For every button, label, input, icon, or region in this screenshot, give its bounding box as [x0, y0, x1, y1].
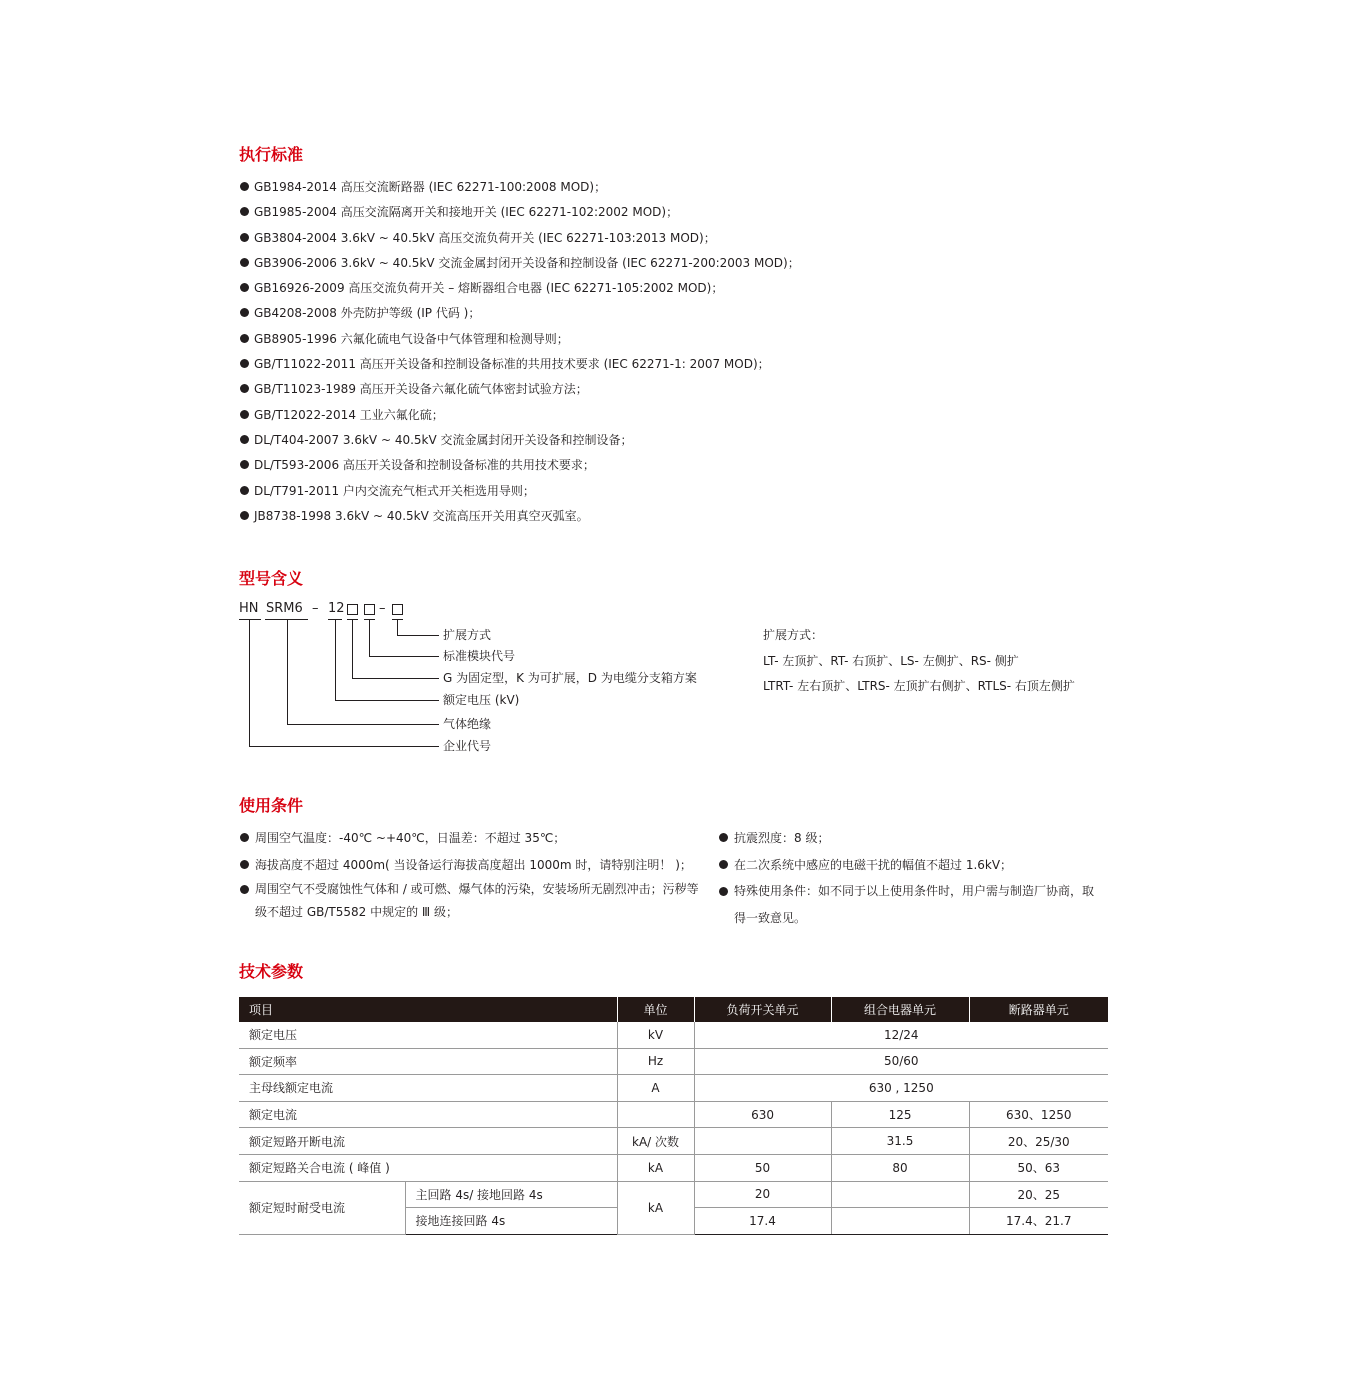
leader-line: [335, 619, 336, 700]
bullet-icon: [240, 885, 249, 894]
row-unit: kA/ 次数: [617, 1128, 694, 1155]
condition-item: 海拔高度不超过 4000m( 当设备运行海拔高度超出 1000m 时，请特别注明！ )；: [240, 852, 710, 878]
model-code-box: [392, 604, 403, 615]
row-unit: [617, 1101, 694, 1128]
model-label-type: G 为固定型，K 为可扩展，D 为电缆分支箱方案: [443, 671, 697, 685]
leader-line: [397, 619, 398, 635]
condition-item: 周围空气不受腐蚀性气体和 / 或可燃、爆气体的污染，安装场所无剧烈冲击；污秽等级不超过 GB/T5582 中规定的 Ⅲ 级；: [240, 878, 706, 924]
bullet-icon: [240, 460, 249, 469]
row-item: 额定电压: [239, 1022, 617, 1048]
row-item: 额定短时耐受电流: [239, 1181, 405, 1234]
model-code-srm6: SRM6: [266, 601, 303, 616]
header-load-switch: 负荷开关单元: [694, 997, 831, 1022]
list-item: GB1984-2014 高压交流断路器 (IEC 62271-100:2008 MOD)；: [240, 177, 800, 202]
leader-line: [249, 619, 250, 746]
list-item: DL/T791-2011 户内交流充气柜式开关柜选用导则；: [240, 481, 800, 506]
bullet-icon: [240, 860, 249, 869]
bullet-icon: [719, 860, 728, 869]
conditions-title: 使用条件: [239, 796, 304, 815]
list-item: JB8738-1998 3.6kV ~ 40.5kV 交流高压开关用真空灭弧室。: [240, 506, 800, 531]
row-value: 50/60: [694, 1048, 1108, 1075]
bullet-icon: [240, 207, 249, 216]
list-item: GB8905-1996 六氟化硫电气设备中气体管理和检测导则；: [240, 329, 800, 354]
list-item: DL/T404-2007 3.6kV ~ 40.5kV 交流金属封闭开关设备和控制设备；: [240, 430, 800, 455]
table-row: [239, 1048, 1108, 1075]
row-unit: kA: [617, 1181, 694, 1234]
row-value: 80: [831, 1154, 969, 1181]
bullet-icon: [240, 435, 249, 444]
row-value: 630 , 1250: [694, 1075, 1108, 1102]
bullet-icon: [240, 511, 249, 520]
row-value: [831, 1181, 969, 1208]
condition-item: 周围空气温度：-40℃ ~+40℃，日温差：不超过 35℃；: [240, 825, 710, 851]
header-item: 项目: [239, 997, 617, 1022]
standards-title: 执行标准: [239, 145, 304, 164]
bullet-icon: [719, 887, 728, 896]
row-value: 125: [831, 1101, 969, 1128]
condition-item: 特殊使用条件：如不同于以上使用条件时，用户需与制造厂协商，取得一致意见。: [719, 878, 1104, 932]
table-row: [239, 1181, 1108, 1208]
extension-line-1: LT- 左顶扩、RT- 右顶扩、LS- 左侧扩、RS- 侧扩: [763, 654, 1019, 668]
list-item: GB/T11023-1989 高压开关设备六氟化硫气体密封试验方法；: [240, 379, 800, 404]
row-value: 20、25/30: [969, 1128, 1108, 1155]
leader-line: [352, 619, 353, 678]
row-value: 50、63: [969, 1154, 1108, 1181]
bullet-icon: [240, 283, 249, 292]
row-value: 20: [694, 1181, 831, 1208]
leader-line: [397, 635, 439, 636]
row-item: 主母线额定电流: [239, 1075, 617, 1102]
model-label-voltage: 额定电压 (kV): [443, 693, 520, 707]
row-unit: A: [617, 1075, 694, 1102]
list-item: GB/T12022-2014 工业六氟化硫；: [240, 405, 800, 430]
bullet-icon: [240, 410, 249, 419]
leader-line: [287, 619, 288, 724]
row-value: [831, 1208, 969, 1235]
row-value: 17.4、21.7: [969, 1208, 1108, 1235]
row-unit: Hz: [617, 1048, 694, 1075]
bullet-icon: [240, 258, 249, 267]
bullet-icon: [240, 384, 249, 393]
table-row: [239, 1022, 1108, 1048]
list-item: GB4208-2008 外壳防护等级 (IP 代码 )；: [240, 303, 800, 328]
row-value: 630: [694, 1101, 831, 1128]
model-label-company: 企业代号: [443, 739, 492, 753]
leader-line: [352, 678, 439, 679]
header-breaker: 断路器单元: [969, 997, 1108, 1022]
table-row: [239, 1128, 1108, 1155]
model-code-hn: HN: [239, 601, 259, 616]
row-subitem: 主回路 4s/ 接地回路 4s: [405, 1181, 617, 1208]
list-item: GB16926-2009 高压交流负荷开关 – 熔断器组合电器 (IEC 62271-105:2002 MOD)；: [240, 278, 800, 303]
row-subitem: 接地连接回路 4s: [405, 1208, 617, 1235]
table-row: [239, 1154, 1108, 1181]
bullet-icon: [240, 233, 249, 242]
leader-line: [369, 656, 439, 657]
model-code-dash: –: [312, 601, 319, 616]
row-value: 20、25: [969, 1181, 1108, 1208]
bullet-icon: [240, 308, 249, 317]
list-item: GB1985-2004 高压交流隔离开关和接地开关 (IEC 62271-102:2002 MOD)；: [240, 202, 800, 227]
list-item: DL/T593-2006 高压开关设备和控制设备标准的共用技术要求；: [240, 455, 800, 480]
table-header-row: [239, 997, 1108, 1022]
extension-line-2: LTRT- 左右顶扩、LTRS- 左顶扩右侧扩、RTLS- 右顶左侧扩: [763, 679, 1075, 693]
row-unit: kV: [617, 1022, 694, 1048]
row-item: 额定频率: [239, 1048, 617, 1075]
code-underline: [239, 619, 261, 620]
standards-list: [240, 177, 800, 531]
bullet-icon: [240, 833, 249, 842]
leader-line: [335, 700, 439, 701]
leader-line: [249, 746, 439, 747]
row-item: 额定电流: [239, 1101, 617, 1128]
condition-item: 在二次系统中感应的电磁干扰的幅值不超过 1.6kV；: [719, 852, 1104, 878]
leader-line: [287, 724, 439, 725]
bullet-icon: [240, 334, 249, 343]
model-label-insulation: 气体绝缘: [443, 717, 492, 731]
row-value: 630、1250: [969, 1101, 1108, 1128]
row-item: 额定短路关合电流 ( 峰值 ): [239, 1154, 617, 1181]
row-item: 额定短路开断电流: [239, 1128, 617, 1155]
list-item: GB/T11022-2011 高压开关设备和控制设备标准的共用技术要求 (IEC 62271-1: 2007 MOD)；: [240, 354, 800, 379]
header-unit: 单位: [617, 997, 694, 1022]
model-title: 型号含义: [239, 569, 304, 588]
bullet-icon: [719, 833, 728, 842]
header-combined: 组合电器单元: [831, 997, 969, 1022]
tech-table: [239, 997, 1108, 1235]
model-code-box: [347, 604, 358, 615]
row-value: 50: [694, 1154, 831, 1181]
model-code-voltage: 12: [328, 601, 345, 616]
row-value: 12/24: [694, 1022, 1108, 1048]
row-value: 31.5: [831, 1128, 969, 1155]
row-value: [694, 1128, 831, 1155]
table-row: [239, 1075, 1108, 1102]
condition-item: 抗震烈度：8 级；: [719, 825, 1104, 851]
table-row: [239, 1101, 1108, 1128]
list-item: GB3906-2006 3.6kV ~ 40.5kV 交流金属封闭开关设备和控制设备 (IEC 62271-200:2003 MOD)；: [240, 253, 800, 278]
model-label-extension: 扩展方式: [443, 628, 492, 642]
leader-line: [369, 619, 370, 656]
bullet-icon: [240, 182, 249, 191]
list-item: GB3804-2004 3.6kV ~ 40.5kV 高压交流负荷开关 (IEC 62271-103:2013 MOD)；: [240, 228, 800, 253]
extension-heading: 扩展方式：: [763, 628, 824, 642]
bullet-icon: [240, 359, 249, 368]
row-value: 17.4: [694, 1208, 831, 1235]
bullet-icon: [240, 486, 249, 495]
model-label-module: 标准模块代号: [443, 649, 516, 663]
tech-title: 技术参数: [239, 962, 304, 981]
model-code-box: [364, 604, 375, 615]
row-unit: kA: [617, 1154, 694, 1181]
model-code-dash: –: [379, 601, 386, 616]
